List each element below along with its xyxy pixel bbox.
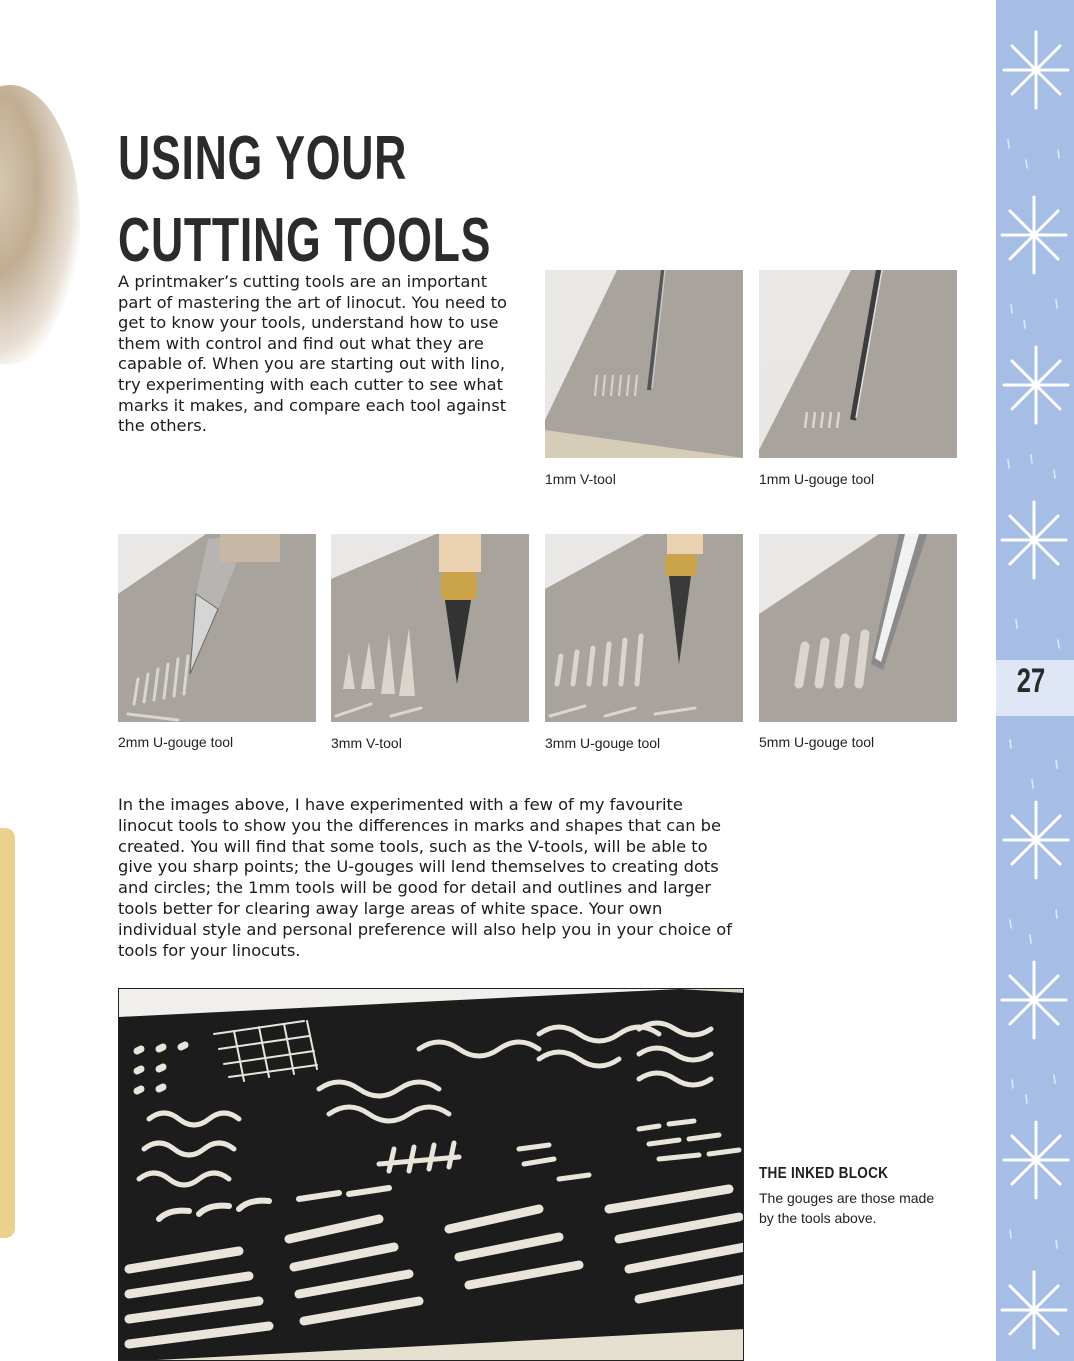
- photo-5mm-u-gouge: [759, 534, 957, 722]
- caption-2mm-u-gouge: 2mm U-gouge tool: [118, 734, 234, 750]
- page-number: 27: [1016, 662, 1046, 700]
- caption-1mm-u-gouge: 1mm U-gouge tool: [759, 471, 875, 487]
- caption-3mm-v-tool: 3mm V-tool: [331, 735, 402, 751]
- body-paragraph: In the images above, I have experimented with a few of my favourite linocut tools to show you the differences in marks and shapes that can be created. You will find that some tools, such as the V-tools, will be able to give you sharp points; the U-gouges will lend themselves to creating dots and circles; the 1mm tools will be good for detail and outlines and larger tools better for clearing away large areas of white space. Your own individual style and personal preference will also help you in your choice of tools for your linocuts.: [118, 795, 732, 960]
- inked-block-heading: THE INKED BLOCK: [759, 1165, 889, 1182]
- intro-paragraph: A printmaker’s cutting tools are an important part of mastering the art of linocut. You need to get to know your tools, understand how to use them with control and find out what they are capable of. When you are starting out with lino, try experimenting with each cutter to see what marks it makes, and compare each tool against the others.: [118, 272, 507, 436]
- page-title: [118, 118, 491, 282]
- caption-3mm-u-gouge: 3mm U-gouge tool: [545, 735, 661, 751]
- photo-1mm-v-tool: [545, 270, 743, 458]
- caption-5mm-u-gouge: 5mm U-gouge tool: [759, 734, 875, 750]
- photo-1mm-u-gouge: [759, 270, 957, 458]
- yellow-margin-tab: [0, 828, 15, 1238]
- photo-3mm-u-gouge: [545, 534, 743, 722]
- inked-block-caption: The gouges are those made by the tools above.: [759, 1190, 935, 1226]
- photo-2mm-u-gouge: [118, 534, 316, 722]
- inked-block-photo: [118, 988, 744, 1361]
- title-line-2: CUTTING TOOLS: [118, 206, 492, 275]
- title-line-1: USING YOUR: [118, 124, 408, 193]
- caption-1mm-v-tool: 1mm V-tool: [545, 471, 616, 487]
- photo-3mm-v-tool: [331, 534, 529, 722]
- tool-handle-image: [0, 85, 80, 365]
